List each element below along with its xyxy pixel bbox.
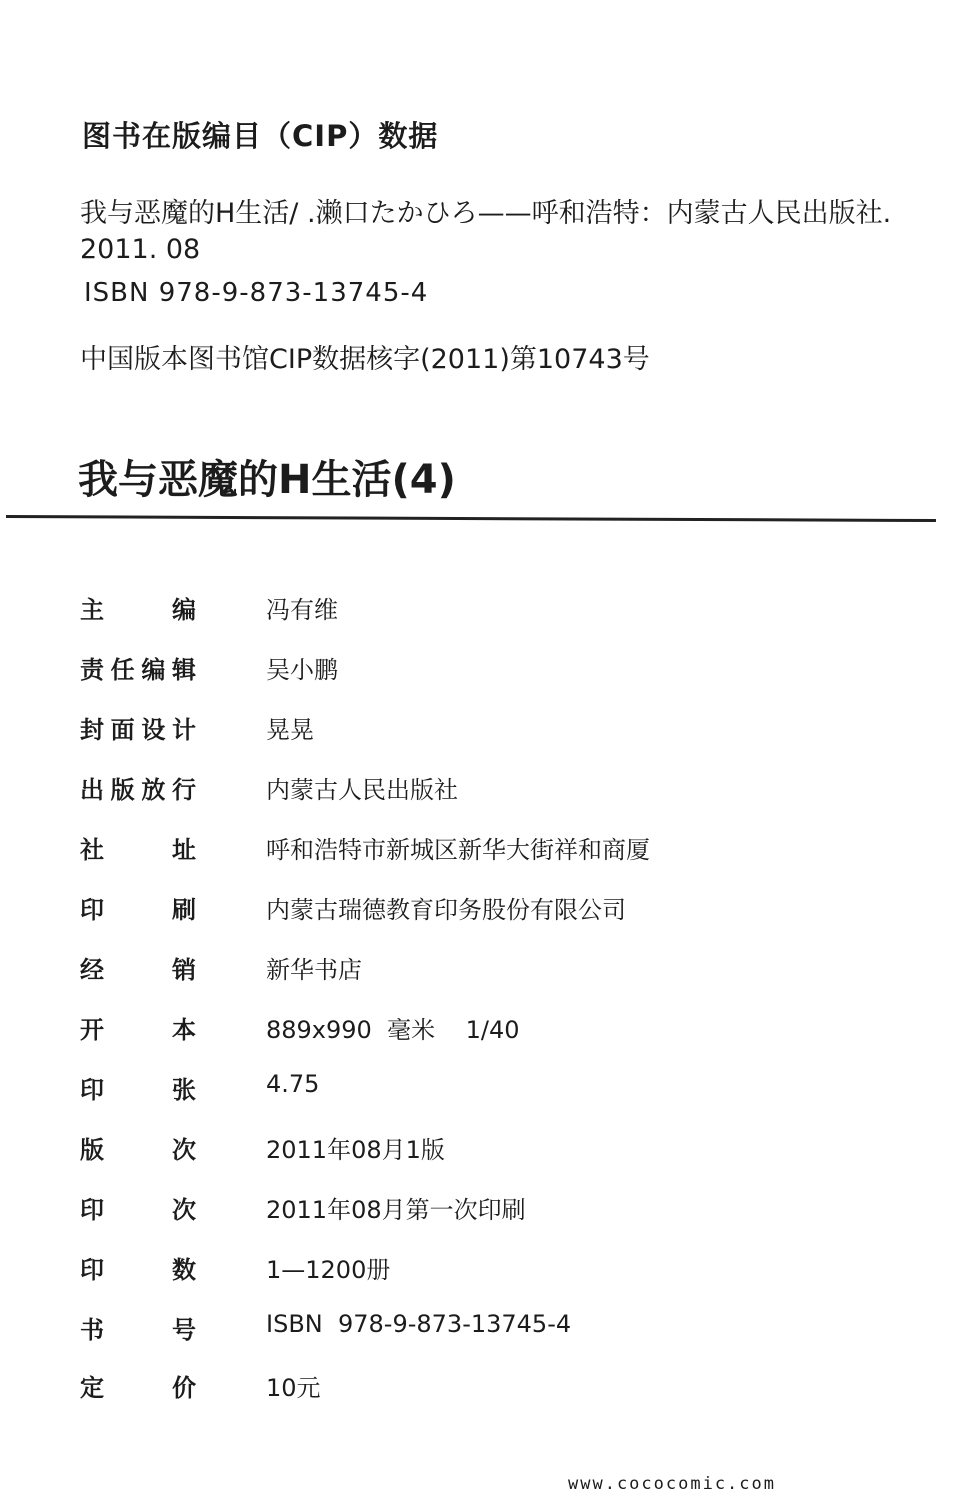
cip-isbn: ISBN 978-9-873-13745-4 <box>84 278 429 308</box>
detail-value: 2011年08月1版 <box>266 1136 445 1164</box>
detail-value: ISBN 978-9-873-13745-4 <box>266 1310 572 1338</box>
detail-label: 版次 <box>80 1136 196 1164</box>
detail-value: 吴小鹏 <box>266 656 338 684</box>
detail-label: 主编 <box>80 596 196 624</box>
detail-label: 经销 <box>80 956 196 984</box>
detail-row-book-number <box>0 1310 978 1346</box>
cip-record-number: 中国版本图书馆CIP数据核字(2011)第10743号 <box>80 344 650 375</box>
detail-label: 封面设计 <box>80 716 196 744</box>
detail-row-sheets <box>0 1070 978 1106</box>
title-divider <box>6 515 936 522</box>
detail-value: 10元 <box>266 1374 321 1402</box>
detail-label: 印张 <box>80 1076 196 1104</box>
footer-watermark-url: www.cococomic.com <box>568 1474 776 1494</box>
book-title: 我与恶魔的H生活(4) <box>78 457 456 503</box>
detail-value: 晃晃 <box>266 716 314 744</box>
detail-value: 内蒙古瑞德教育印务股份有限公司 <box>266 896 626 924</box>
detail-value: 新华书店 <box>266 956 362 984</box>
detail-row-printing <box>0 1190 978 1226</box>
detail-label: 印数 <box>80 1256 196 1284</box>
detail-row-printer <box>0 890 978 926</box>
detail-row-format <box>0 1010 978 1046</box>
detail-value: 呼和浩特市新城区新华大街祥和商厦 <box>266 836 650 864</box>
detail-row-publisher <box>0 770 978 806</box>
detail-value: 4.75 <box>266 1070 320 1098</box>
detail-label: 书号 <box>80 1316 196 1344</box>
detail-row-responsible-editor <box>0 650 978 686</box>
cip-heading: 图书在版编目（CIP）数据 <box>82 119 439 153</box>
detail-row-cover-design <box>0 710 978 746</box>
detail-row-print-run <box>0 1250 978 1286</box>
cip-entry: 我与恶魔的H生活/ .濑口たかひろ——呼和浩特：内蒙古人民出版社. 2011. 08 <box>80 198 892 265</box>
detail-label: 印次 <box>80 1196 196 1224</box>
detail-label: 出版放行 <box>80 776 196 804</box>
detail-row-address <box>0 830 978 866</box>
detail-row-edition <box>0 1130 978 1166</box>
detail-label: 开本 <box>80 1016 196 1044</box>
detail-row-price <box>0 1368 978 1404</box>
detail-row-editor <box>0 590 978 626</box>
detail-value: 内蒙古人民出版社 <box>266 776 458 804</box>
detail-value: 1—1200册 <box>266 1256 391 1284</box>
detail-value: 2011年08月第一次印刷 <box>266 1196 526 1224</box>
detail-label: 责任编辑 <box>80 656 196 684</box>
detail-value: 冯有维 <box>266 596 338 624</box>
detail-label: 社址 <box>80 836 196 864</box>
detail-row-distributor <box>0 950 978 986</box>
detail-value: 889x990 毫米 1/40 <box>266 1016 520 1044</box>
detail-label: 定价 <box>80 1374 196 1402</box>
detail-label: 印刷 <box>80 896 196 924</box>
